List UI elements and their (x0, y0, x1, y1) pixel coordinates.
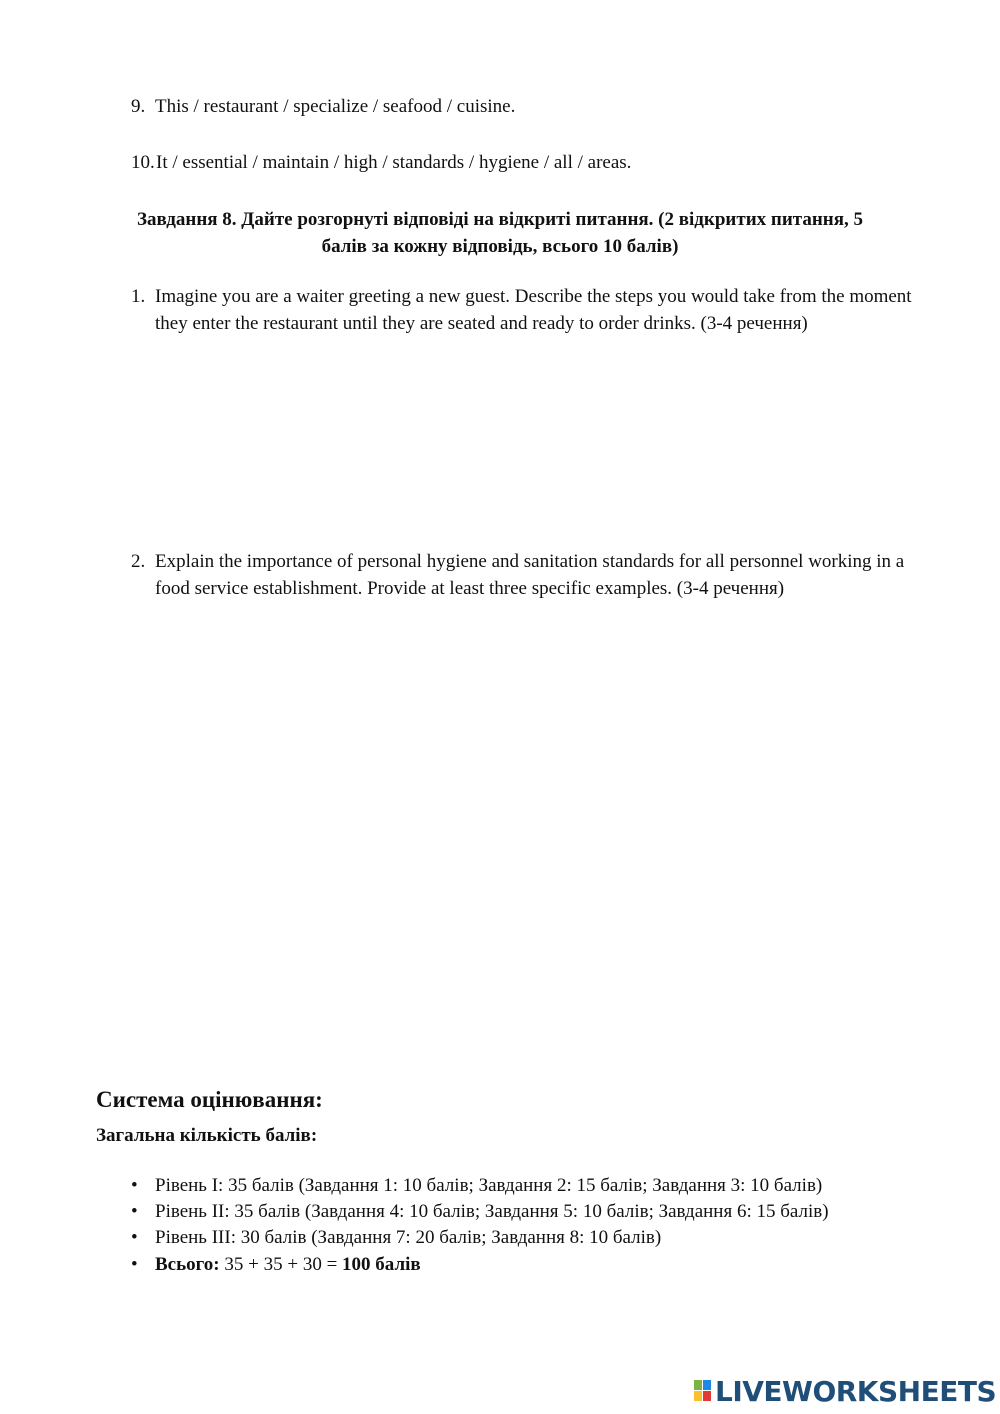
question-number: 2. (131, 551, 146, 572)
bullet-icon: • (131, 1227, 138, 1248)
task-8-heading (100, 206, 900, 260)
liveworksheets-logo[interactable] (694, 1372, 996, 1410)
logo-text: LIVEWORKSHEETS (715, 1374, 997, 1408)
question-line-1: Imagine you are a waiter greeting a new guest. Describe the steps you would take from the moment (155, 286, 912, 307)
grading-title: Система оцінювання: (96, 1087, 323, 1112)
question-line-2: food service establishment. Provide at least three specific examples. (3-4 речення) (155, 577, 785, 599)
total-formula: 35 + 35 + 30 = (219, 1254, 343, 1275)
question-text (155, 284, 975, 337)
task-8-heading-line-2: балів за кожну відповідь, всього 10 балів) (321, 236, 679, 257)
level-1-text: Рівень І: 35 балів (Завдання 1: 10 балів; Завдання 2: 15 балів; Завдання 3: 10 балів) (155, 1175, 823, 1196)
task-8-heading-line-1: Завдання 8. Дайте розгорнуті відповіді на відкриті питання. (2 відкритих питання, 5 (136, 209, 864, 230)
question-line-1: Explain the importance of personal hygiene and sanitation standards for all personnel working in a (155, 551, 905, 572)
item-number: 9. (131, 96, 146, 117)
item-number: 10. (131, 152, 155, 173)
item-text: This / restaurant / specialize / seafood / cuisine. (155, 96, 516, 117)
level-3-text: Рівень ІІІ: 30 балів (Завдання 7: 20 балів; Завдання 8: 10 балів) (155, 1227, 662, 1248)
question-line-2: they enter the restaurant until they are seated and ready to order drinks. (3-4 речення) (155, 312, 808, 334)
question-number: 1. (131, 286, 146, 307)
bullet-icon: • (131, 1254, 138, 1275)
grading-subtitle: Загальна кількість балів: (96, 1125, 318, 1146)
bullet-icon: • (131, 1201, 138, 1222)
question-text (155, 549, 975, 602)
bullet-icon: • (131, 1175, 138, 1196)
item-text: It / essential / maintain / high / standards / hygiene / all / areas. (156, 152, 632, 173)
total-text (155, 1252, 421, 1278)
liveworksheets-logo-icon (694, 1380, 712, 1402)
level-2-text: Рівень ІІ: 35 балів (Завдання 4: 10 балів; Завдання 5: 10 балів; Завдання 6: 15 балів) (155, 1201, 829, 1222)
total-value: 100 балів (342, 1254, 421, 1275)
total-label: Всього: (155, 1254, 220, 1275)
